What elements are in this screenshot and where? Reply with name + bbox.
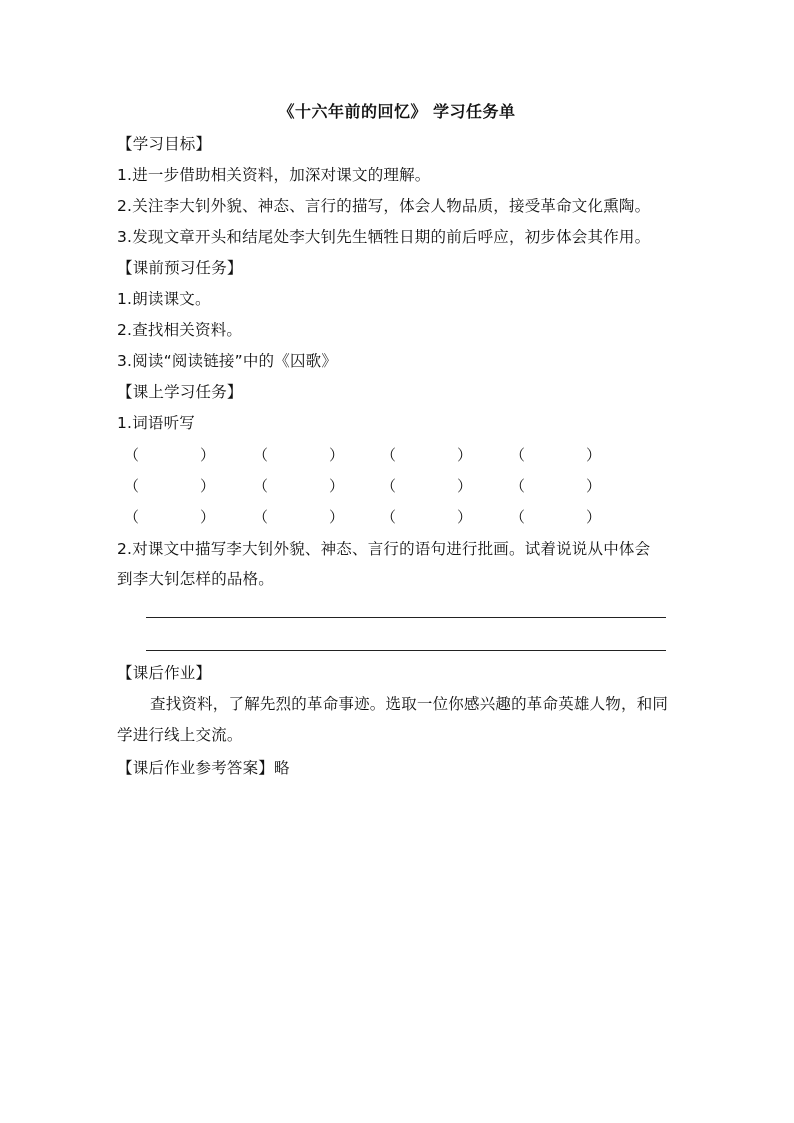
objectives-heading: 【学习目标】 — [117, 135, 212, 153]
paren-close: ） — [586, 508, 602, 526]
paren-open: （ — [381, 508, 397, 526]
paren-close: ） — [200, 446, 216, 464]
homework-line-2: 学进行线上交流。 — [117, 726, 243, 744]
answer-key-text: 略 — [274, 759, 290, 777]
dictation-blank[interactable] — [381, 507, 473, 527]
objective-item-2: 2.关注李大钊外貌、神态、言行的描写，体会人物品质，接受革命文化熏陶。 — [117, 197, 651, 215]
paren-close: ） — [586, 446, 602, 464]
answer-line-2[interactable] — [146, 650, 666, 651]
dictation-blank[interactable] — [510, 445, 602, 465]
objective-item-1: 1.进一步借助相关资料，加深对课文的理解。 — [117, 166, 431, 184]
dictation-blank[interactable] — [253, 476, 345, 496]
objective-item-3: 3.发现文章开头和结尾处李大钊先生牺牲日期的前后呼应，初步体会其作用。 — [117, 228, 651, 246]
annotation-task-line-2: 到李大钊怎样的品格。 — [117, 570, 275, 588]
dictation-blank[interactable] — [124, 476, 216, 496]
homework-line-1: 查找资料，了解先烈的革命事迹。选取一位你感兴趣的革命英雄人物，和同 — [150, 695, 669, 713]
in-class-heading: 【课上学习任务】 — [117, 383, 243, 401]
paren-close: ） — [457, 508, 473, 526]
paren-close: ） — [200, 508, 216, 526]
answer-key-heading: 【课后作业参考答案】 — [117, 759, 275, 777]
dictation-blank[interactable] — [510, 507, 602, 527]
homework-heading: 【课后作业】 — [117, 664, 212, 682]
paren-open: （ — [253, 446, 269, 464]
paren-close: ） — [329, 508, 345, 526]
paren-close: ） — [329, 477, 345, 495]
paren-close: ） — [329, 446, 345, 464]
dictation-blank[interactable] — [124, 445, 216, 465]
paren-open: （ — [381, 446, 397, 464]
preview-item-1: 1.朗读课文。 — [117, 290, 211, 308]
dictation-blank[interactable] — [381, 445, 473, 465]
dictation-blank[interactable] — [253, 507, 345, 527]
paren-open: （ — [124, 508, 140, 526]
paren-close: ） — [457, 446, 473, 464]
paren-open: （ — [253, 477, 269, 495]
dictation-blank[interactable] — [381, 476, 473, 496]
paren-open: （ — [510, 477, 526, 495]
paren-open: （ — [124, 477, 140, 495]
paren-open: （ — [124, 446, 140, 464]
paren-close: ） — [457, 477, 473, 495]
answer-key — [117, 758, 290, 778]
page-title: 《十六年前的回忆》 学习任务单 — [278, 102, 516, 121]
preview-heading: 【课前预习任务】 — [117, 259, 243, 277]
preview-item-3: 3.阅读“阅读链接”中的《囚歌》 — [117, 352, 338, 370]
dictation-blank[interactable] — [510, 476, 602, 496]
answer-line-1[interactable] — [146, 617, 666, 618]
paren-open: （ — [510, 446, 526, 464]
dictation-blank[interactable] — [253, 445, 345, 465]
paren-open: （ — [381, 477, 397, 495]
paren-open: （ — [510, 508, 526, 526]
paren-close: ） — [586, 477, 602, 495]
dictation-blank[interactable] — [124, 507, 216, 527]
annotation-task-line-1: 2.对课文中描写李大钊外貌、神态、言行的语句进行批画。试着说说从中体会 — [117, 540, 651, 558]
preview-item-2: 2.查找相关资料。 — [117, 321, 243, 339]
paren-open: （ — [253, 508, 269, 526]
dictation-task: 1.词语听写 — [117, 414, 195, 432]
paren-close: ） — [200, 477, 216, 495]
